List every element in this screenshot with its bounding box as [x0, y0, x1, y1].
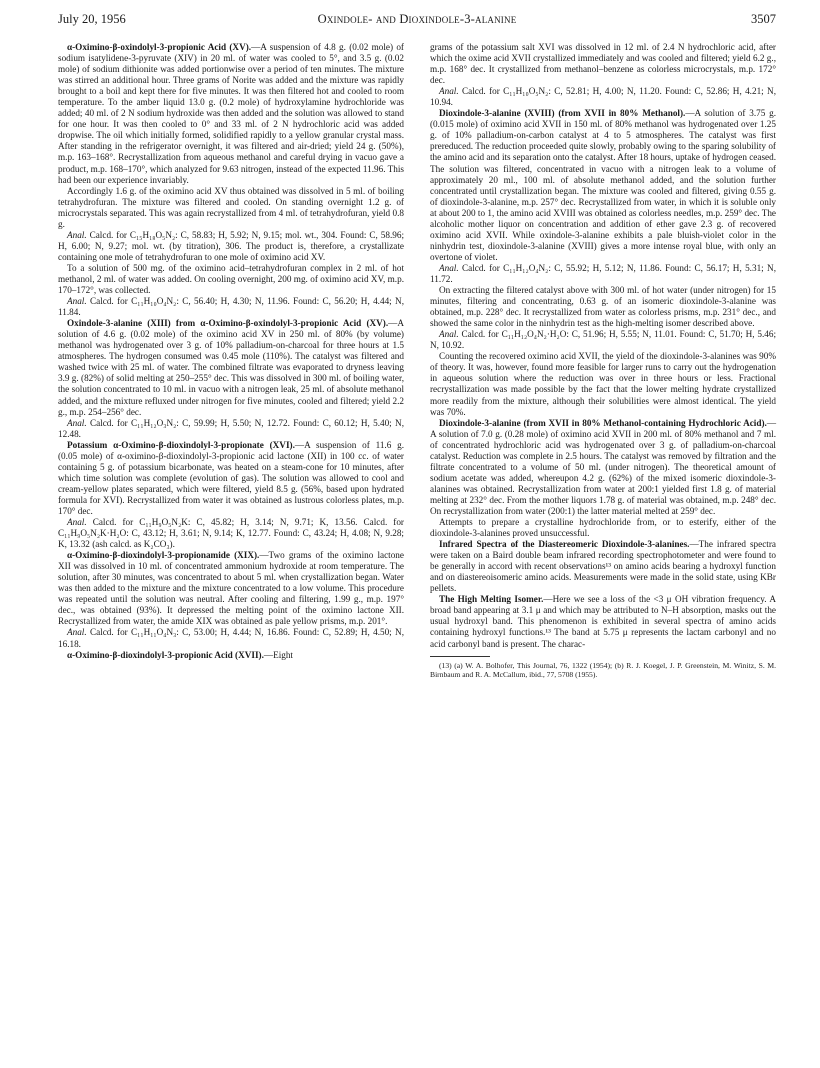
- paragraph: [58, 627, 404, 649]
- paragraph-heading: α-Oximino-β-oxindolyl-3-propionic Acid (XV).: [67, 42, 252, 52]
- paragraph-text: Calcd. for C₁₁H₁₂O₄N₂: C, 55.92; H, 5.12; N, 11.86. Found: C, 56.17; H, 5.31; N, 11.72.: [430, 262, 776, 284]
- paragraph-text: —A solution of 4.6 g. (0.02 mole) of the oximino acid XV in 250 ml. of 80% (by volume) methanol was hydrogenated over 3 g. of 10% palladium-on-charcoal for three hours at 1.5 atmospheres. The hydrogen consumed was 0.45 mole (110%). The catalyst was filtered and washed twice with 25 ml. of water. The combined filtrate was evaporated to dryness leaving 3.9 g. (82%) of solid melting at 250–255° dec. This was dissolved in 300 ml. of boiling water, the solution concentrated to 10 ml. in vacuo with a nitrogen leak, 25 ml. of absolute methanol added, and the mixture refluxed under nitrogen for five minutes, cooled and filtered; yield 2.2 g., m.p. 254–256° dec.: [58, 318, 404, 417]
- paragraph-text: Attempts to prepare a crystalline hydrochloride from, or to esterify, either of the dioxindole-3-alanines proved unsuccessful.: [430, 517, 776, 539]
- footnote: (13) (a) W. A. Bolhofer, This Journal, 76, 1322 (1954); (b) R. J. Koegel, J. P. Greenstein, M. Winitz, S. M. Birnbaum and R. A. McCallum, ibid., 77, 5708 (1955).: [430, 660, 776, 679]
- paragraph-heading: The High Melting Isomer.: [439, 594, 544, 605]
- paragraph-text: —The infrared spectra were taken on a Baird double beam infrared recording spectrophotometer and were found to be generally in accord with recent observations¹³ on amino acids bearing a hydroxyl function and on diastereoisomeric amino acids. Measurements were made in the solid state, using KBr pellets.: [430, 539, 777, 594]
- paragraph-text: Calcd. for C₁₁H₁₀O₅N₂: C, 52.81; H, 4.00; N, 11.20. Found: C, 52.86; H, 4.21; N, 10.94.: [430, 86, 776, 108]
- analysis-label: Anal.: [67, 627, 87, 638]
- paragraph-heading: Oxindole-3-alanine (XIII) from α-Oximino-β-oxindolyl-3-propionic Acid (XV).: [67, 318, 389, 329]
- paragraph: [58, 318, 404, 417]
- paragraph-text: Calcd. for C₁₁H₁₂O₃N₂: C, 59.99; H, 5.50; N, 12.72. Found: C, 60.12; H, 5.40; N, 12.48.: [58, 417, 404, 439]
- paragraph: [430, 86, 776, 108]
- paragraph-text: Calcd. for C₁₅H₁₈O₅N₂: C, 58.83; H, 5.92; N, 9.15; mol. wt., 304. Found: C, 58.96; H, 6.00; N, 9.27; mol. wt. (by titration), 306. The product is, therefore, a crystallizate containing one mole of tetrahydrofuran to one mole of oximino acid XV.: [58, 229, 404, 262]
- footnote-divider: [430, 656, 490, 657]
- paragraph-heading: Infrared Spectra of the Diastereomeric Dioxindole-3-alanines.: [439, 539, 690, 550]
- analysis-label: Anal.: [67, 229, 87, 240]
- paragraph: [430, 594, 776, 649]
- paragraph-heading: α-Oximino-β-dioxindolyl-3-propionic Acid (XVII).: [67, 649, 264, 660]
- paragraph: [430, 329, 776, 351]
- paragraph-heading: Dioxindole-3-alanine (from XVII in 80% Methanol-containing Hydrochloric Acid).: [439, 417, 767, 428]
- header-title: Oxindole- and Dioxindole-3-alanine: [317, 12, 517, 26]
- analysis-label: Anal.: [439, 86, 459, 97]
- header-date: July 20, 1956: [58, 12, 126, 26]
- paragraph-heading: Potassium α-Oximino-β-dioxindolyl-3-propionate (XVI).: [67, 439, 295, 450]
- paragraph-text: —A suspension of 4.8 g. (0.02 mole) of sodium isatylidene-3-pyruvate (XIV) in 20 ml. of water was cooled to 5°, and 3.5 g. (0.02 mole) of sodium dithionite was added portionwise over a period of ten minutes. The mixture was stirred an additional hour. Three grams of Norite was added and the mixture was rapidly brought to a boil and kept there for five minutes. It was then filtered hot and cooled to room temperature. To the amber liquid 13.0 g. (0.2 mole) of hydroxylamine hydrochloride was added; 40 ml. of 2 N sodium hydroxide was then added and the solution was allowed to stand for one hour. It was then cooled to 0° and 33 ml. of 2 N hydrochloric acid was added dropwise. The oil which initially formed, solidified rapidly to a yellow granular crystal mass. After standing in the refrigerator overnight, it was filtered and air-dried; yield 24 g. (50%), m.p. 163–168°. Recrystallization from aqueous methanol and careful drying in vacuo gave a product, m.p. 168–170°, which analyzed for 9.63 nitrogen, instead of the expected 11.96. This had been our experience invariably.: [58, 42, 404, 185]
- paragraph: [58, 517, 404, 550]
- paragraph-text: —A suspension of 11.6 g. (0.05 mole) of α-oximino-β-dioxindolyl-3-propionic acid lactone (XII) in 100 cc. of water containing 5 g. of potassium bicarbonate, was heated on a steam-cone for 10 minutes, after which time solution was complete (evolution of gas). The solution was allowed to cool and cream-yellow plates separated, which were filtered, yield 8.5 g. (56%, based upon hydrated formula for XVI). Recrystallized from water it was obtained as lustrous colorless plates, m.p. 170° dec.: [58, 439, 404, 516]
- paragraph-text: Calcd. for C₁₁H₁₁O₄N₃: C, 53.00; H, 4.44; N, 16.86. Found: C, 52.89; H, 4.50; N, 16.18.: [58, 627, 404, 649]
- paragraph: [58, 650, 404, 661]
- paragraph-text: —A solution of 3.75 g. (0.015 mole) of oximino acid XVII in 150 ml. of 80% methanol was hydrogenated over 1.25 g. of 10% palladium-on-carbon catalyst at 4 to 5 atmospheres. The catalyst was first prereduced. The reduction proceeded quite slowly, probably owing to the sparing solubility of the amino acid and its separation onto the catalyst. After 18 hours, uptake of hydrogen ceased. The solution was filtered, concentrated in vacuo with a nitrogen leak to a volume of approximately 20 ml., 100 ml. of absolute methanol added, and the solution further concentrated until crystallization began. The mixture was cooled and filtered, giving 0.55 g. of dioxindole-3-alanine, m.p. 257° dec. Recrystallized from water, in which it is soluble only at about 200 to 1, the amino acid XVIII was obtained as colorless needles, m.p. 259° dec. The alcoholic mother liquor on concentration and addition of ether gave 2.3 g. of recovered oximino acid XVII. While oxindole-3-alanine exhibits a pale bluish-violet color in the ninhydrin test, dioxindole-3-alanine (XVIII) gives a more intense royal blue, with only an overtone of violet.: [430, 108, 776, 262]
- paragraph-text: Calcd. for C₁₁H₉O₅N₂K: C, 45.82; H, 3.14; N, 9.71; K, 13.56. Calcd. for C₁₁H₉O₅N₂K·H₂O: C, 43.12; H, 3.61; N, 9.14; K, 12.77. Found: C, 43.24; H, 4.08; N, 9.28; K, 13.32 (ash calcd. as K₂CO₃).: [58, 517, 404, 550]
- paragraph: [430, 351, 776, 417]
- paragraph: [58, 230, 404, 263]
- paragraph-text: Counting the recovered oximino acid XVII, the yield of the dioxindole-3-alanines was 90% of theory. It was, however, found more feasible for larger runs to carry out the hydrogenation in aqueous solution where the reduction was over in three hours or less. Fractional recrystallization was made possible by the fact that the lower melting hydrate crystallized more readily from the mixture, although their solubilities were almost identical. The yield was 70%.: [430, 351, 776, 417]
- paragraph: [58, 296, 404, 318]
- paragraph-text: —A solution of 7.0 g. (0.28 mole) of oximino acid XVII in 200 ml. of 80% methanol and 7 ml. of concentrated hydrochloric acid was hydrogenated over 3 g. of palladium-on-charcoal catalyst. Reduction was complete in 2.5 hours. The catalyst was removed by filtration and the filtrate concentrated to a volume of 50 ml. (under nitrogen). The theoretical amount of sodium acetate was added, whereupon 4.2 g. (62%) of the mixed isomeric dioxindole-3-alanines was obtained. Recrystallization from water at 200:1 yielded first 1.8 g. of material melting at 232° dec. From the mother liquors 1.78 g. of material was obtained, m.p. 248° dec. On recrystallization from water (200:1) the latter material melted at 259° dec.: [430, 417, 776, 516]
- paragraph: [430, 517, 776, 539]
- paragraph: [430, 285, 776, 329]
- paragraph-text: —Here we see a loss of the <3 μ OH vibration frequency. A broad band appearing at 3.1 μ and which may be attributed to N–H absorption, masks out the usual hydroxyl band. This phenomenon is exhibited in several spectra of amino acids containing hydroxyl functions.¹³ The band at 5.75 μ represents the lactam carbonyl and no acid carbonyl band is present. The charac-: [430, 594, 776, 649]
- paragraph: [58, 418, 404, 440]
- page-header: [58, 12, 776, 32]
- paragraph: [430, 108, 776, 263]
- paragraph-text: Calcd. for C₁₁H₁₂O₄N₂·H₂O: C, 51.96; H, 5.55; N, 11.01. Found: C, 51.70; H, 5.46; N, 10.92.: [430, 329, 776, 351]
- paragraph-text: On extracting the filtered catalyst above with 300 ml. of hot water (under nitrogen) for 15 minutes, filtering and concentrating, 0.63 g. of an isomeric dioxindole-3-alanine was obtained, m.p. 228° dec. It recrystallized from water as colorless prisms, m.p. 231° dec., and showed the same color in the ninhydrin test as the high-melting isomer described above.: [430, 285, 776, 329]
- analysis-label: Anal.: [439, 329, 459, 340]
- analysis-label: Anal.: [67, 417, 87, 428]
- left-column: [58, 42, 404, 661]
- paragraph-text: grams of the potassium salt XVI was dissolved in 12 ml. of 2.4 N hydrochloric acid, after which the oxime acid XVII crystallized immediately and was cooled and filtered; yield 6.2 g., m.p. 168° dec. It crystallized from methanol–benzene as colorless microcrystals, m.p. 172° dec.: [430, 42, 776, 86]
- paragraph: [430, 418, 776, 517]
- paragraph-text: To a solution of 500 mg. of the oximino acid–tetrahydrofuran complex in 2 ml. of hot methanol, 2 ml. of water was added. On cooling overnight, 200 mg. of oximino acid XV, m.p. 170–172°, was collected.: [58, 262, 404, 296]
- paragraph-text: —Two grams of the oximino lactone XII was dissolved in 10 ml. of concentrated ammonium hydroxide at room temperature. The solution, after 30 minutes, was concentrated to about 5 ml. when crystallization began. Water was then added to the mixture and the mixture concentrated to a low volume. This procedure was repeated until the solution was neutral. After cooling and filtering, 1.99 g., m.p. 197° dec., was obtained (93%). It depressed the melting point of the oximino lactone XII. Recrystallized from water, the amide XIX was obtained as pale yellow prisms, m.p. 201°.: [58, 550, 404, 627]
- paragraph-text: Accordingly 1.6 g. of the oximino acid XV thus obtained was dissolved in 5 ml. of boiling tetrahydrofuran. The mixture was filtered and cooled. On standing overnight 1.2 g. of microcrystals separated. This was again recrystallized from 4 ml. of tetrahydrofuran, yield 0.8 g.: [58, 185, 404, 229]
- header-page-number: 3507: [751, 12, 776, 26]
- right-column: [430, 42, 776, 679]
- paragraph: [430, 263, 776, 285]
- paragraph: [58, 263, 404, 296]
- paragraph: [58, 186, 404, 230]
- analysis-label: Anal.: [67, 296, 87, 307]
- paragraph-heading: α-Oximino-β-dioxindolyl-3-propionamide (XIX).: [67, 550, 260, 561]
- paragraph: [58, 42, 404, 186]
- analysis-label: Anal.: [439, 262, 459, 273]
- paragraph-heading: Dioxindole-3-alanine (XVIII) (from XVII in 80% Methanol).: [439, 108, 686, 119]
- analysis-label: Anal.: [67, 517, 87, 528]
- paragraph: [430, 42, 776, 86]
- paragraph: [58, 440, 404, 517]
- paragraph-text: Calcd. for C₁₁H₁₀O₄N₂: C, 56.40; H, 4.30; N, 11.96. Found: C, 56.20; H, 4.44; N, 11.84.: [58, 296, 404, 318]
- paragraph: [430, 539, 776, 594]
- paragraph-text: —Eight: [263, 649, 293, 660]
- paragraph: [58, 550, 404, 627]
